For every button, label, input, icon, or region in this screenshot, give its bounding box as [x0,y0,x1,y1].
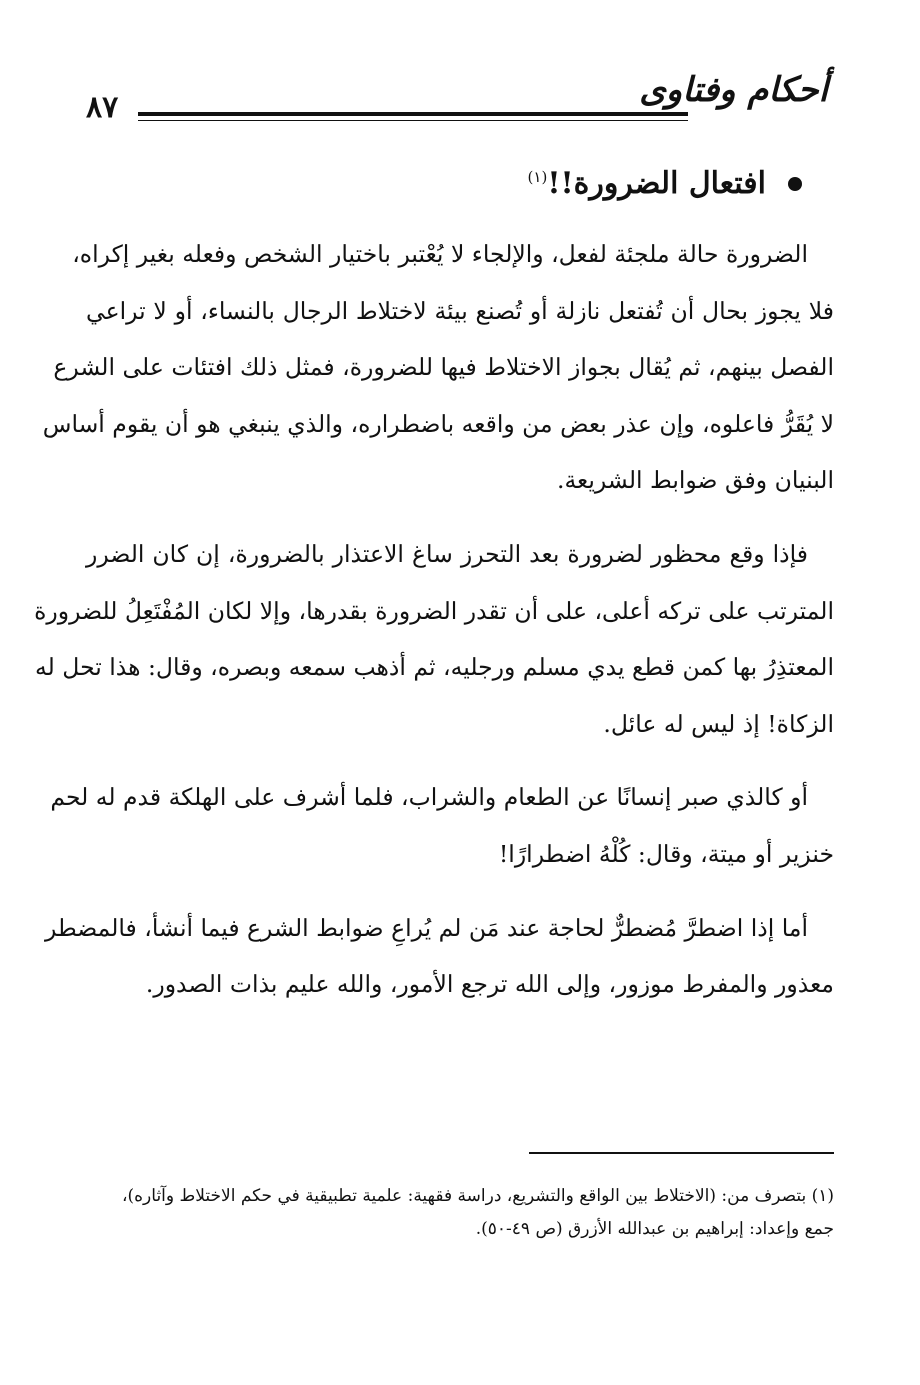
paragraph-3 [50,769,834,882]
text-line: البنيان وفق ضوابط الشريعة. [556,466,834,495]
footnote [86,1180,834,1246]
text-line: الضرورة حالة ملجئة لفعل، والإلجاء لا يُعْتبر باختيار الشخص وفعله بغير إكراه، [72,240,808,268]
text-line: المترتب على تركه أعلى، على أن تقدر الضرورة بقدرها، وإلا لكان المُفْتَعِلُ للضرورة [34,596,834,625]
footnote-separator [529,1152,834,1154]
body-text [34,226,834,1030]
header-rule [138,112,688,116]
text-line: الفصل بينهم، ثم يُقال بجواز الاختلاط فيها للضرورة، فمثل ذلك افتئات على الشرع [53,353,834,382]
text-line: خنزير أو ميتة، وقال: كُلْهُ اضطرارًا! [498,839,834,868]
bullet-icon [788,177,802,191]
section-title: افتعال الضرورة!! [547,166,766,201]
text-line: أما إذا اضطرَّ مُضطرٌّ لحاجة عند مَن لم يُراعِ ضوابط الشرع فيما أنشأ، فالمضطر [45,913,808,942]
running-title: أحكام وفتاوى [639,70,828,110]
page-header [86,70,828,140]
footnote-line: جمع وإعداد: إبراهيم بن عبدالله الأزرق (ص ٤٩-٥٠). [475,1219,834,1239]
text-line: المعتذِرُ بها كمن قطع يدي مسلم ورجليه، ثم أذهب سمعه وبصره، وقال: هذا تحل له [35,653,834,682]
text-line: معذور والمفرط موزور، وإلى الله ترجع الأمور، والله عليم بذات الصدور. [145,970,834,999]
text-line: الزكاة! إذ ليس له عائل. [603,709,834,738]
text-line: فإذا وقع محظور لضرورة بعد التحرز ساغ الاعتذار بالضرورة، إن كان الضرر [86,539,808,568]
paragraph-4 [45,900,834,1013]
paragraph-2 [34,526,834,752]
page-number: ٨٧ [86,90,119,125]
text-line: فلا يجوز بحال أن تُفتعل نازلة أو تُصنع بيئة لاختلاط الرجال بالنساء، أو لا تراعي [86,296,834,325]
header-rule-thin [138,120,688,121]
footnote-line: (١) بتصرف من: (الاختلاط بين الواقع والتشريع، دراسة فقهية: علمية تطبيقية في حكم الاختلاط وآثاره)، [122,1186,834,1206]
footnote-reference: (١) [527,168,548,186]
section-heading [528,166,802,201]
text-line: لا يُقَرُّ فاعلوه، وإن عذر بعض من واقعه باضطراره، والذي ينبغي هو أن يقوم أساس [42,409,834,438]
text-line: أو كالذي صبر إنسانًا عن الطعام والشراب، فلما أشرف على الهلكة قدم له لحم [50,783,808,812]
paragraph-1 [42,226,834,509]
